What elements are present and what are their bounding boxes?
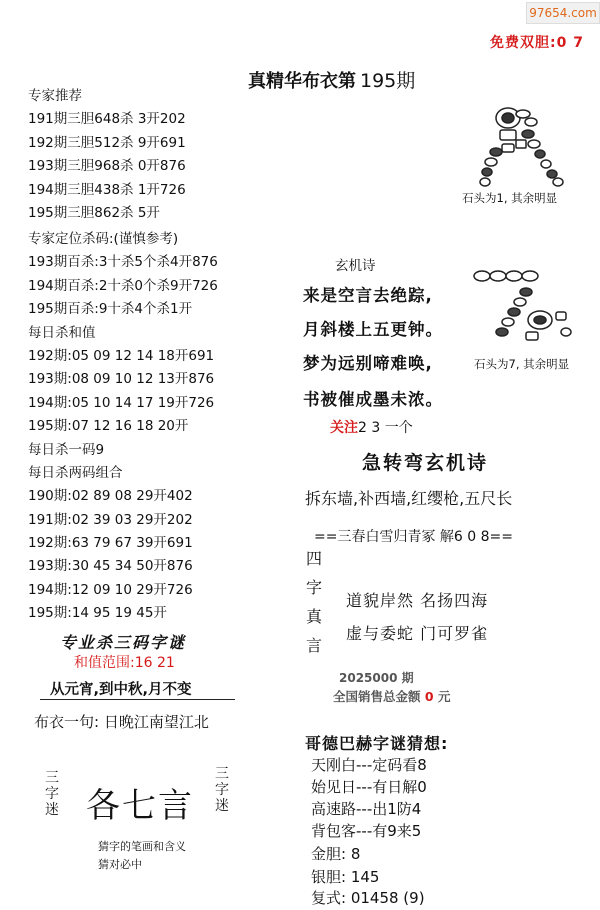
- poem-line: 月斜楼上五更钟。: [303, 320, 443, 339]
- poem-line: 来是空言去绝踪,: [303, 286, 433, 305]
- turn-poem-phrase: 拆东墙,补西墙,红缨枪,五尺长: [305, 489, 513, 508]
- daily-kill-two-title: 每日杀两码组合: [28, 464, 123, 481]
- daily-kill-sum-line: 194期:05 10 14 17 19开726: [28, 394, 215, 411]
- hint-line: 猜字的笔画和含义: [98, 840, 186, 853]
- turn-poem-title: 急转弯玄机诗: [362, 452, 489, 474]
- goldbach-line: 天刚白---定码看8: [311, 756, 427, 774]
- stone-figure-2-image: [470, 264, 590, 354]
- daily-kill-two-line: 190期:02 89 08 29开402: [28, 488, 193, 505]
- free-double-pick: 免费双胆:0 7: [490, 35, 584, 51]
- daily-kill-two-line: 192期:63 79 67 39开691: [28, 535, 193, 552]
- position-kill-line: 195期百杀:9十杀4个杀1开: [28, 301, 193, 318]
- expert-line: 193期三胆968杀 0开876: [28, 158, 186, 175]
- poem-line: 梦为远别啼难唤,: [303, 354, 433, 373]
- slogan: 从元宵,到中秋,月不变: [50, 682, 192, 698]
- spring-snow-line: ==三春白雪归青冢 解6 0 8==: [314, 529, 513, 545]
- issue-number: 195期: [360, 70, 416, 92]
- expert-line: 195期三胆862杀 5开: [28, 204, 160, 221]
- idiom-line: 虚与委蛇 门可罗雀: [346, 624, 489, 643]
- daily-kill-sum-line: 192期:05 09 12 14 18开691: [28, 347, 215, 364]
- daily-kill-sum-line: 193期:08 09 10 12 13开876: [28, 371, 215, 388]
- daily-kill-sum-title: 每日杀和值: [28, 324, 96, 341]
- expert-line: 192期三胆512杀 9开691: [28, 134, 186, 151]
- big-seven-riddle: 各七言: [86, 786, 194, 826]
- goldbach-line: 金胆: 8: [311, 845, 361, 863]
- sales-issue: 2025000 期: [339, 671, 414, 685]
- follow-value: 2 3 一个: [358, 420, 413, 436]
- poem-line: 书被催成墨未浓。: [303, 390, 443, 409]
- goldbach-line: 银胆: 145: [311, 868, 380, 886]
- follow-label: 关注: [330, 420, 358, 436]
- sales-total-label: 全国销售总金额: [333, 689, 421, 704]
- daily-kill-two-line: 193期:30 45 34 50开876: [28, 558, 193, 575]
- idiom-line: 道貌岸然 名扬四海: [346, 591, 489, 610]
- daily-kill-two-line: 195期:14 95 19 45开: [28, 605, 167, 622]
- position-kill-line: 193期百杀:3十杀5个杀4开876: [28, 254, 218, 271]
- sales-total: [333, 687, 450, 705]
- sum-range: 和值范围:16 21: [74, 655, 175, 671]
- stone-figure-1-image: [468, 100, 588, 195]
- expert-title: 专家推荐: [28, 88, 82, 104]
- three-char-label-right: 三字迷: [215, 766, 229, 814]
- slogan-divider: [40, 699, 235, 700]
- buyi-line: 布衣一句: 日晚江南望江北: [34, 713, 209, 731]
- issue-title: [248, 66, 415, 93]
- stone-figure-1-caption: 石头为1, 其余明显: [462, 191, 558, 205]
- sales-total-unit: 元: [437, 689, 451, 704]
- site-watermark: 97654.com: [526, 2, 600, 24]
- daily-kill-sum-line: 195期:07 12 16 18 20开: [28, 418, 189, 435]
- goldbach-title: 哥德巴赫字谜猜想:: [305, 734, 449, 753]
- issue-title-text: 真精华布衣第: [248, 71, 356, 92]
- three-char-label-left: 三字迷: [45, 770, 59, 818]
- stone-figure-2-caption: 石头为7, 其余明显: [474, 357, 570, 371]
- expert-line: 191期三胆648杀 3开202: [28, 111, 186, 128]
- expert-section: [28, 85, 186, 225]
- four-char-label: 四字真言: [305, 549, 322, 655]
- goldbach-line: 高速路---出1防4: [311, 800, 422, 818]
- follow-line: [330, 417, 413, 437]
- sales-total-value: 0: [424, 689, 434, 704]
- position-kill-title: 专家定位杀码:(谨慎参考): [28, 231, 179, 247]
- goldbach-line: 始见日---有日解0: [311, 778, 427, 796]
- expert-line: 194期三胆438杀 1开726: [28, 181, 186, 198]
- daily-kill-one: 每日杀一码9: [28, 441, 105, 458]
- daily-kill-two-line: 194期:12 09 10 29开726: [28, 581, 193, 598]
- daily-kill-two-line: 191期:02 39 03 29开202: [28, 511, 193, 528]
- position-kill-section: [28, 228, 218, 626]
- goldbach-line: 复式: 01458 (9): [311, 889, 425, 907]
- position-kill-line: 194期百杀:2十杀0个杀9开726: [28, 277, 218, 294]
- goldbach-line: 背包客---有9来5: [311, 822, 422, 840]
- riddle-title: 专业杀三码字谜: [60, 633, 187, 652]
- hint-line: 猜对必中: [98, 858, 142, 871]
- poem-title: 玄机诗: [335, 258, 376, 274]
